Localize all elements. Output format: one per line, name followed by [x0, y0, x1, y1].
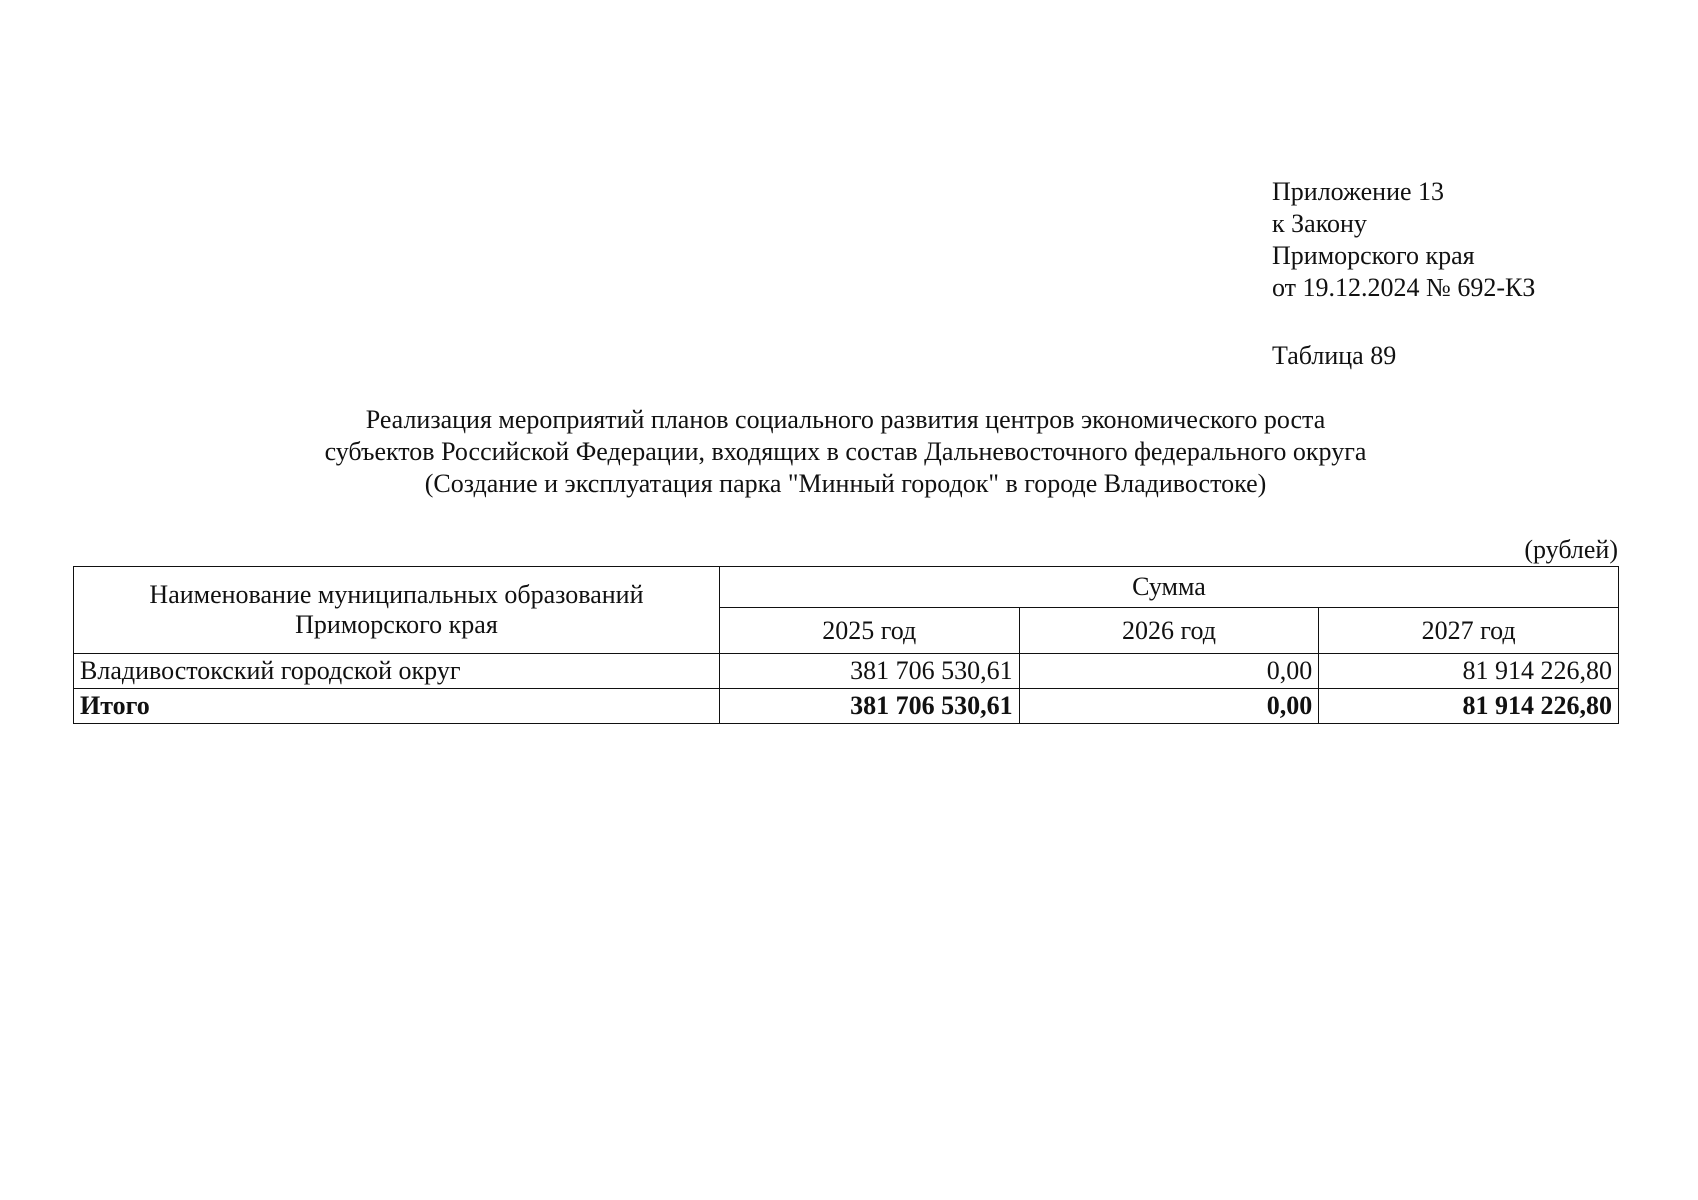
header-year-2025: 2025 год [719, 608, 1019, 654]
total-value-2026: 0,00 [1019, 689, 1319, 724]
title-line-2: субъектов Российской Федерации, входящих в состав Дальневосточного федерального округа [324, 437, 1367, 466]
budget-table [73, 566, 1619, 724]
total-value-2025: 381 706 530,61 [719, 689, 1019, 724]
header-municipality-line-2: Приморского края [295, 610, 498, 639]
total-value-2027: 81 914 226,80 [1319, 689, 1619, 724]
row-value-2025: 381 706 530,61 [719, 654, 1019, 689]
appendix-line-3: Приморского края [1272, 241, 1475, 270]
appendix-line-4: от 19.12.2024 № 692-КЗ [1272, 273, 1536, 302]
table-header-row-1 [74, 567, 1619, 608]
row-value-2026: 0,00 [1019, 654, 1319, 689]
header-year-2026: 2026 год [1019, 608, 1319, 654]
appendix-block [1272, 176, 1535, 304]
row-municipality-name: Владивостокский городской округ [74, 654, 720, 689]
document-title [73, 404, 1618, 500]
appendix-line-1: Приложение 13 [1272, 177, 1445, 206]
row-value-2027: 81 914 226,80 [1319, 654, 1619, 689]
table-row [74, 654, 1619, 689]
units-label: (рублей) [1524, 535, 1618, 564]
appendix-line-2: к Закону [1272, 209, 1367, 238]
header-year-2027: 2027 год [1319, 608, 1619, 654]
table-total-row [74, 689, 1619, 724]
title-line-1: Реализация мероприятий планов социального развития центров экономического роста [365, 405, 1326, 434]
total-label: Итого [74, 689, 720, 724]
header-municipality [74, 567, 720, 654]
header-municipality-line-1: Наименование муниципальных образований [149, 580, 644, 609]
table-number: Таблица 89 [1272, 341, 1397, 370]
header-sum: Сумма [719, 567, 1618, 608]
title-line-3: (Создание и эксплуатация парка "Минный городок" в городе Владивостоке) [424, 469, 1267, 498]
